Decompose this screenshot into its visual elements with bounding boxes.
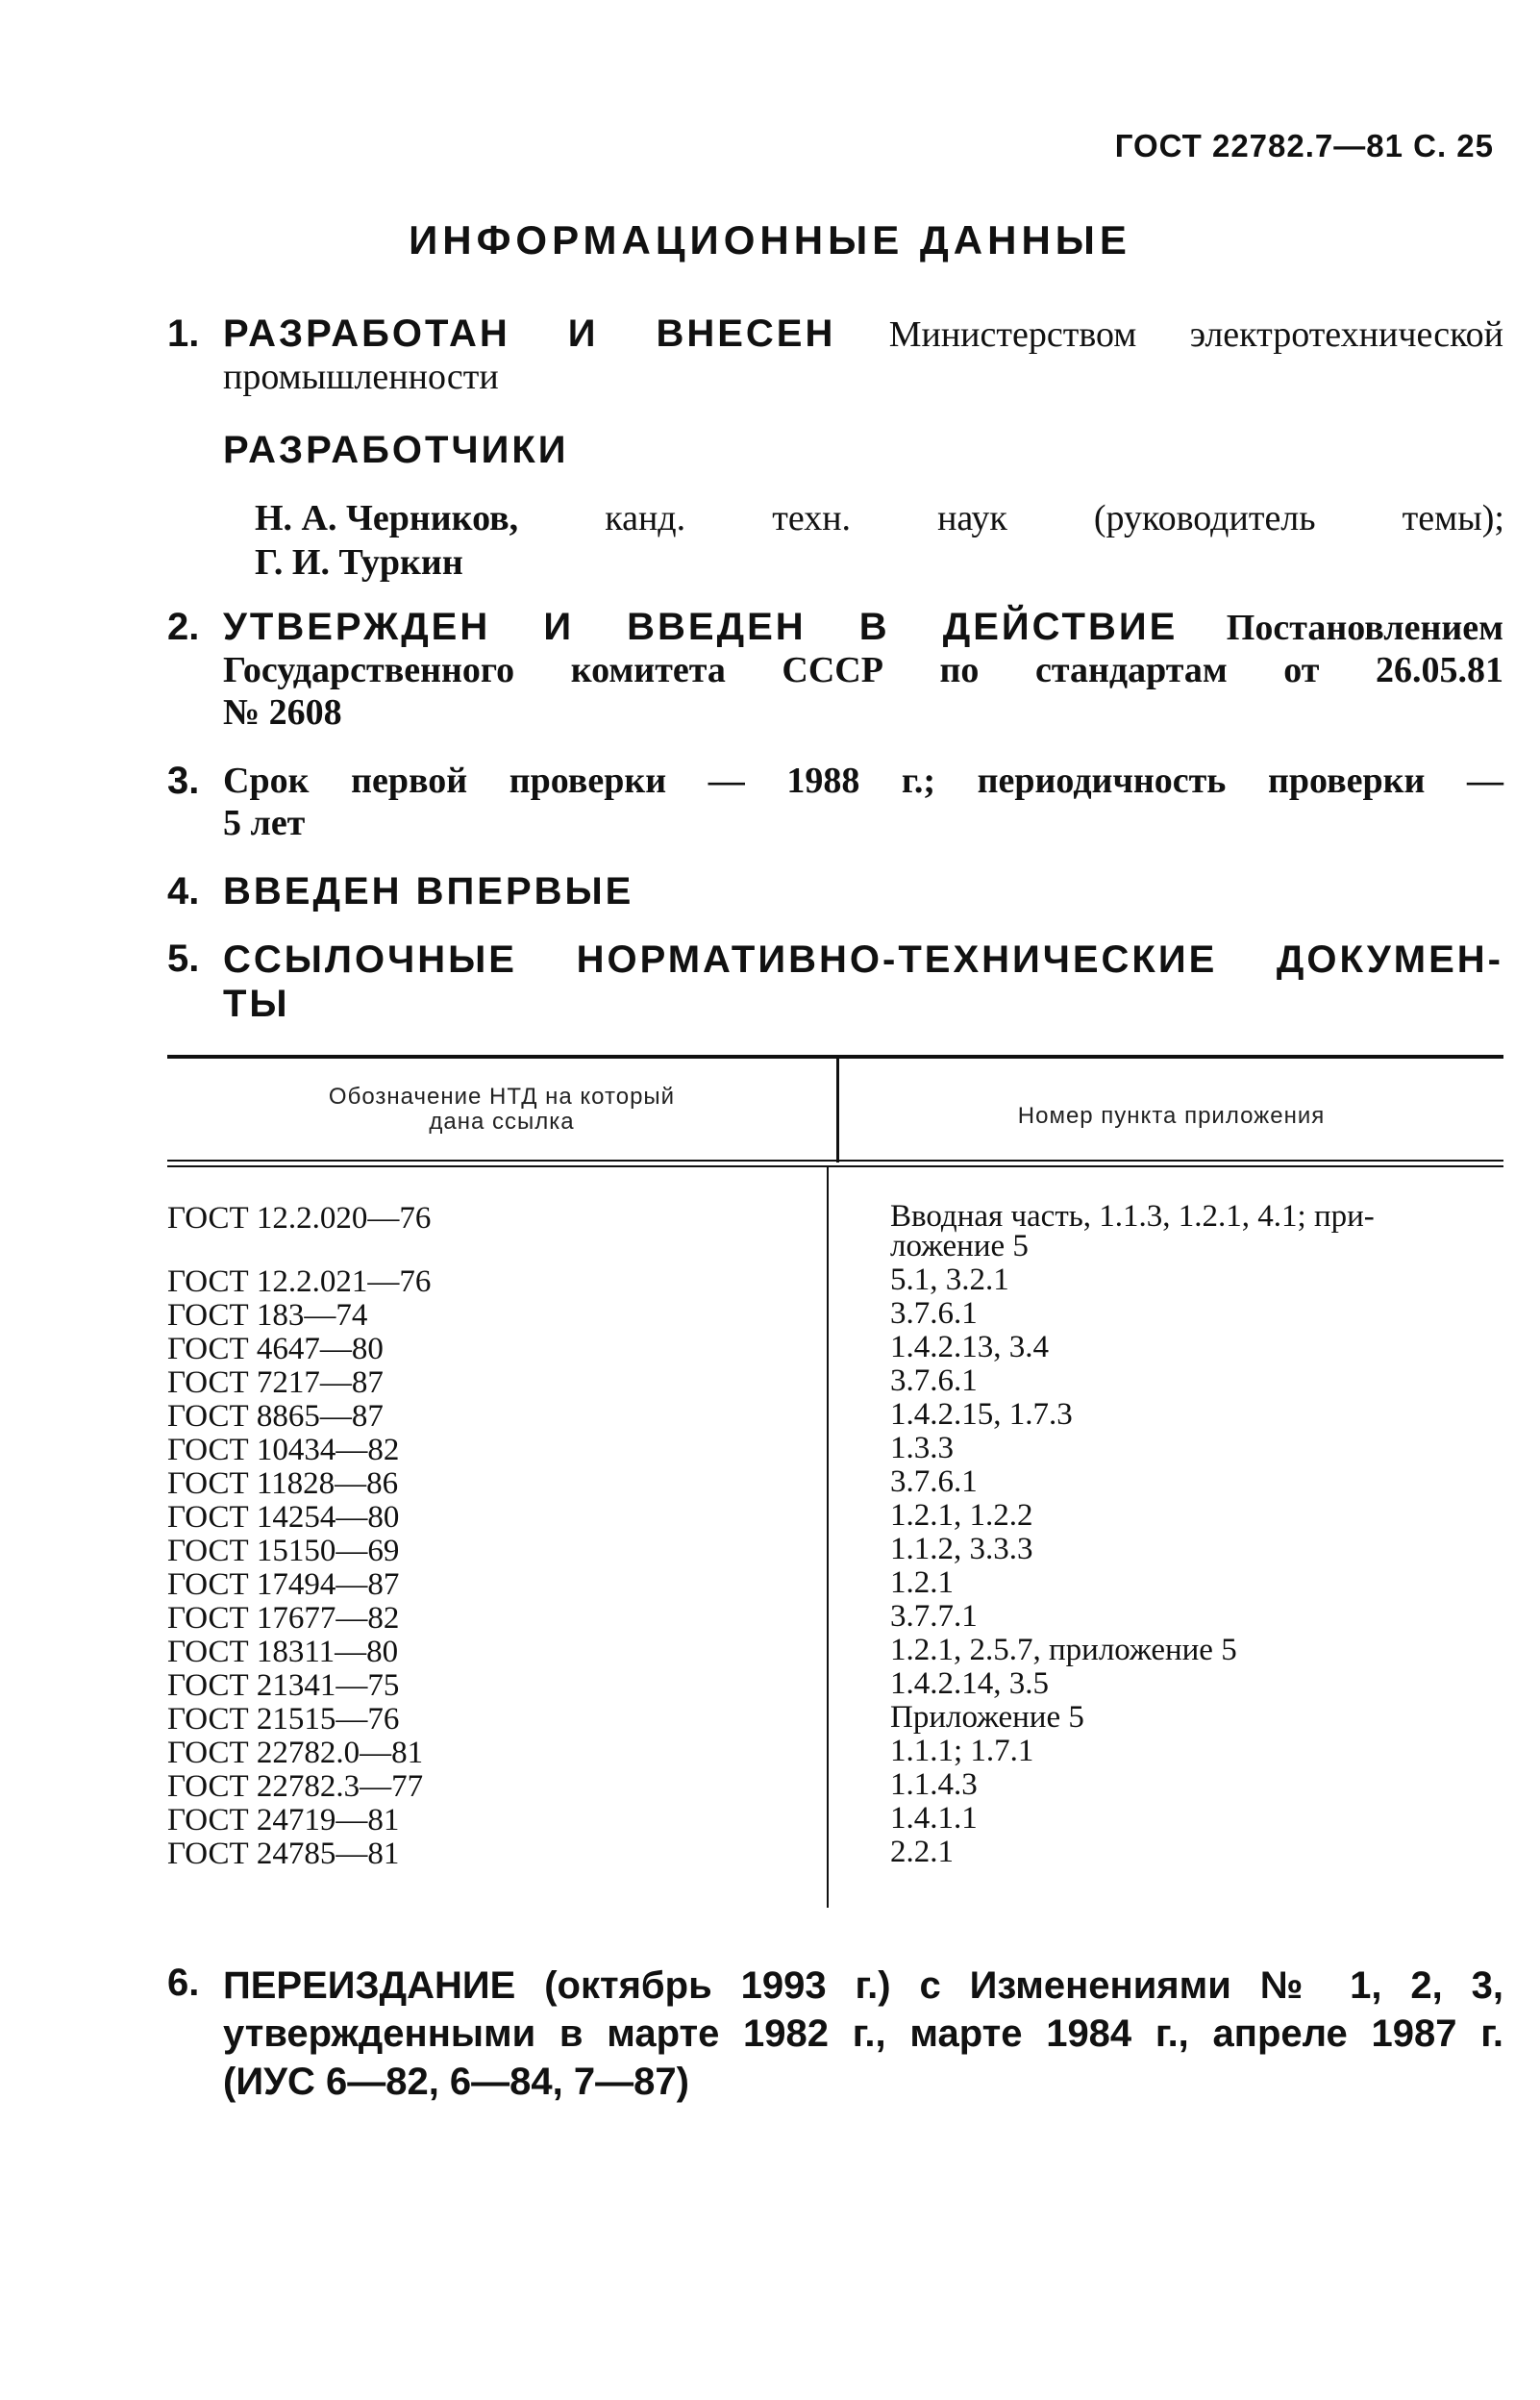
table-cell-ref: ГОСТ 18311—80	[167, 1635, 399, 1669]
table-row	[167, 1363, 1503, 1400]
item-number: 1.	[167, 312, 200, 355]
table-cell-line: 3.7.6.1	[890, 1464, 978, 1499]
table-cell-clause	[890, 1599, 1496, 1634]
developers-list	[255, 496, 1504, 585]
table-cell-ref: ГОСТ 22782.3—77	[167, 1769, 424, 1804]
item-text	[223, 606, 1503, 734]
item-number: 3.	[167, 760, 200, 802]
table-cell-line: Вводная часть, 1.1.3, 1.2.1, 4.1; при-	[890, 1199, 1375, 1234]
item-number: 5.	[167, 938, 200, 980]
table-cell-ref: ГОСТ 7217—87	[167, 1365, 384, 1400]
table-cell-line: 1.4.2.13, 3.4	[890, 1330, 1049, 1364]
table-cell-clause	[890, 1296, 1496, 1331]
table-cell-clause	[890, 1767, 1496, 1802]
table-cell-line: 5.1, 3.2.1	[890, 1262, 1009, 1297]
table-header-text: Обозначение НТД на который	[328, 1084, 676, 1110]
table-cell-line: 1.2.1, 1.2.2	[890, 1498, 1033, 1533]
table-cell-clause	[890, 1397, 1496, 1432]
table-row	[167, 1498, 1503, 1535]
table-cell-ref: ГОСТ 8865—87	[167, 1399, 384, 1434]
table-cell-clause	[890, 1633, 1496, 1667]
table-row	[167, 1700, 1503, 1737]
table-cell-line: 1.2.1	[890, 1565, 954, 1600]
table-row	[167, 1565, 1503, 1602]
table-cell-line: 1.3.3	[890, 1431, 954, 1465]
item-line: Срок первой проверки — 1988 г.; периодичность проверки —	[223, 761, 1503, 801]
item-line: утвержденными в марте 1982 г., марте 1984 г., апреле 1987 г.	[223, 2012, 1503, 2055]
table-cell-ref: ГОСТ 17494—87	[167, 1567, 400, 1602]
table-header-col1	[167, 1085, 836, 1135]
item-rest: Постановлением	[1226, 608, 1504, 648]
developers-heading: РАЗРАБОТЧИКИ	[223, 429, 569, 471]
table-cell-clause	[890, 1363, 1496, 1398]
developer-role-part: наук	[937, 498, 1007, 538]
table-cell-line: 1.4.1.1	[890, 1801, 978, 1836]
table-cell-clause	[890, 1700, 1496, 1735]
table-row	[167, 1734, 1503, 1770]
table-cell-clause	[890, 1464, 1496, 1499]
page-header: ГОСТ 22782.7—81 С. 25	[1114, 128, 1494, 163]
table-row	[167, 1431, 1503, 1467]
table-cell-line: ложение 5	[890, 1229, 1029, 1263]
developer-line	[255, 540, 1504, 585]
item-line: Государственного комитета СССР по стандартам от 26.05.81	[223, 650, 1503, 690]
item-line: ССЫЛОЧНЫЕ НОРМАТИВНО-ТЕХНИЧЕСКИЕ ДОКУМЕН-	[223, 938, 1503, 981]
table-cell-clause	[890, 1801, 1496, 1836]
table-header-col2: Номер пункта приложения	[1017, 1103, 1326, 1129]
item-line: промышленности	[223, 357, 499, 397]
item-line: ПЕРЕИЗДАНИЕ (октябрь 1993 г.) с Изменениями № 1, 2, 3,	[223, 1964, 1503, 2007]
item-number: 6.	[167, 1962, 200, 2004]
table-row	[167, 1835, 1503, 1871]
developer-role-part: канд.	[605, 498, 686, 538]
developer-line	[255, 496, 1504, 540]
table-cell-line: 2.2.1	[890, 1835, 954, 1869]
table-row	[167, 1801, 1503, 1838]
table-cell-ref: ГОСТ 12.2.021—76	[167, 1264, 432, 1299]
table-row	[167, 1330, 1503, 1366]
table-cell-ref: ГОСТ 21341—75	[167, 1668, 400, 1703]
item-text	[223, 870, 1503, 913]
table-cell-clause	[890, 1666, 1496, 1701]
table-body	[167, 1199, 1503, 1871]
table-row	[167, 1599, 1503, 1636]
table-cell-ref: ГОСТ 12.2.020—76	[167, 1201, 432, 1236]
developer-role-part: техн.	[772, 498, 852, 538]
table-header-rule	[167, 1160, 1503, 1162]
table-header-text: дана ссылка	[429, 1109, 575, 1135]
table-cell-line: 1.4.2.14, 3.5	[890, 1666, 1049, 1701]
developer-role-part: (руководитель	[1093, 498, 1316, 538]
table-row	[167, 1633, 1503, 1669]
table-cell-line: 3.7.6.1	[890, 1363, 978, 1398]
table-cell-ref: ГОСТ 15150—69	[167, 1534, 400, 1568]
table-cell-clause	[890, 1532, 1496, 1566]
table-cell-clause	[890, 1498, 1496, 1533]
developer-role-part: темы);	[1402, 498, 1504, 538]
table-cell-clause	[890, 1565, 1496, 1600]
table-cell-ref: ГОСТ 17677—82	[167, 1601, 400, 1636]
item-text	[223, 938, 1503, 1026]
table-cell-ref: ГОСТ 10434—82	[167, 1433, 400, 1467]
table-cell-line: Приложение 5	[890, 1700, 1084, 1735]
table-cell-ref: ГОСТ 21515—76	[167, 1702, 400, 1737]
table-cell-clause	[890, 1431, 1496, 1465]
document-title: ИНФОРМАЦИОННЫЕ ДАННЫЕ	[409, 217, 1131, 262]
item-number: 4.	[167, 870, 200, 912]
table-cell-clause	[890, 1734, 1496, 1768]
developer-name: Г. И. Туркин	[255, 542, 463, 583]
table-cell-line: 3.7.6.1	[890, 1296, 978, 1331]
table-header-rule	[167, 1165, 1503, 1167]
table-cell-ref: ГОСТ 4647—80	[167, 1332, 384, 1366]
table-row	[167, 1532, 1503, 1568]
table-cell-line: 3.7.7.1	[890, 1599, 978, 1634]
item-number: 2.	[167, 606, 200, 648]
table-cell-clause	[890, 1330, 1496, 1364]
table-row	[167, 1296, 1503, 1333]
item-line: (ИУС 6—82, 6—84, 7—87)	[223, 2061, 689, 2103]
table-row	[167, 1262, 1503, 1299]
item-text	[223, 1962, 1503, 2106]
table-row	[167, 1199, 1503, 1265]
table-cell-ref: ГОСТ 11828—86	[167, 1466, 399, 1501]
table-cell-clause	[890, 1835, 1496, 1869]
table-cell-line: 1.1.4.3	[890, 1767, 978, 1802]
developer-name: Н. А. Черников,	[255, 498, 519, 538]
item-text	[223, 760, 1503, 844]
table-cell-ref: ГОСТ 183—74	[167, 1298, 368, 1333]
item-line: 5 лет	[223, 803, 306, 843]
item-line: № 2608	[223, 692, 342, 733]
item-caps: ВВЕДЕН ВПЕРВЫЕ	[223, 870, 634, 912]
table-cell-line: 1.1.1; 1.7.1	[890, 1734, 1034, 1768]
table-cell-ref: ГОСТ 22782.0—81	[167, 1736, 424, 1770]
item-text	[223, 312, 1503, 398]
table-cell-line: 1.4.2.15, 1.7.3	[890, 1397, 1073, 1432]
table-top-rule	[167, 1055, 1503, 1059]
item-line: ТЫ	[223, 983, 290, 1025]
table-cell-line: 1.1.2, 3.3.3	[890, 1532, 1033, 1566]
item-rest: Министерством электротехнической	[888, 314, 1503, 355]
table-row	[167, 1666, 1503, 1703]
table-cell-line: 1.2.1, 2.5.7, приложение 5	[890, 1633, 1237, 1667]
table-cell-clause	[890, 1262, 1496, 1297]
table-row	[167, 1464, 1503, 1501]
table-row	[167, 1397, 1503, 1434]
item-caps: РАЗРАБОТАН И ВНЕСЕН	[223, 312, 836, 355]
table-row	[167, 1767, 1503, 1804]
table-cell-ref: ГОСТ 24719—81	[167, 1803, 400, 1838]
table-cell-clause	[890, 1199, 1496, 1263]
table-cell-ref: ГОСТ 24785—81	[167, 1837, 400, 1871]
item-caps: УТВЕРЖДЕН И ВВЕДЕН В ДЕЙСТВИЕ	[223, 606, 1179, 648]
table-cell-ref: ГОСТ 14254—80	[167, 1500, 400, 1535]
